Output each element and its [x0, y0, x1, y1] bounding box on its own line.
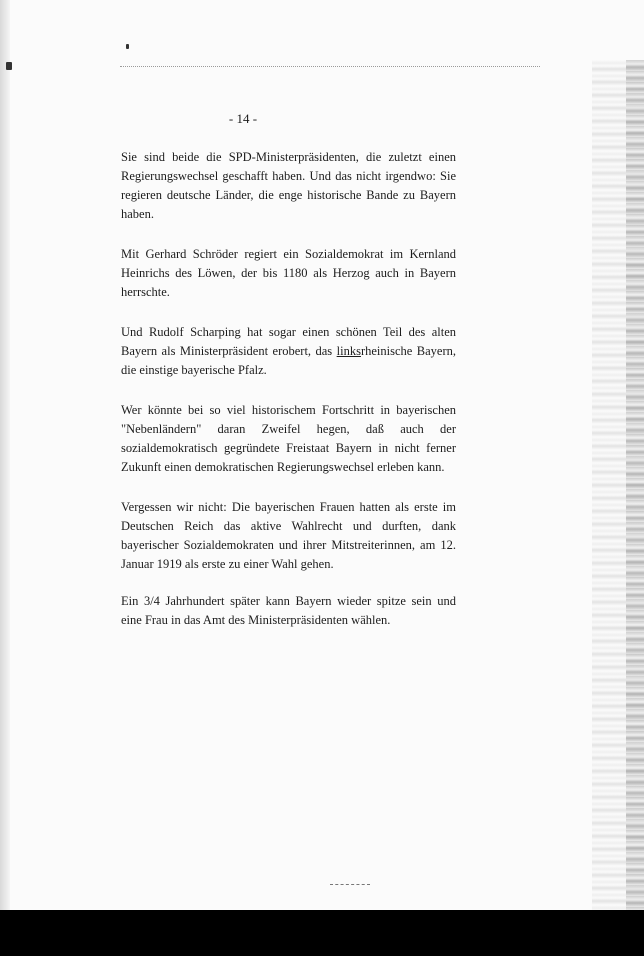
scan-bottom-border	[0, 910, 644, 956]
bottom-scan-artifact	[330, 884, 370, 885]
paragraph-1: Sie sind beide die SPD-Ministerpräsidenten, die zuletzt einen Regierungswechsel geschafft haben. Und das nicht irgendwo: Sie regieren deutsche Länder, die enge historische Bande zu Bayern haben.	[121, 150, 456, 221]
document-body	[121, 148, 456, 648]
paragraph-3-end: rheinische Bayern, die einstige bayerische Pfalz.	[121, 344, 456, 377]
paragraph-6: Ein 3/4 Jahrhundert später kann Bayern wieder spitze sein und eine Frau in das Amt des Ministerpräsidenten wählen.	[121, 594, 456, 627]
scan-edge-right-dark	[626, 60, 644, 910]
paragraph-3-start: Und Rudolf Scharping hat sogar einen schönen Teil des alten Bayern als Ministerpräsident erobert, das	[121, 325, 456, 358]
top-scan-artifact	[120, 66, 540, 69]
paragraph-4: Wer könnte bei so viel historischem Fortschritt in bayerischen "Nebenländern" daran Zweifel hegen, daß auch der sozialdemokratisch gegründete Freistaat Bayern in nicht ferner Zukunft einen demokratischen Regierungswechsel erleben kann.	[121, 403, 456, 474]
scan-speck	[6, 62, 12, 70]
underlined-word: links	[336, 344, 361, 358]
scan-speck	[126, 44, 129, 49]
scan-edge-left	[0, 0, 10, 910]
page-number: - 14 -	[228, 111, 258, 126]
paragraph-5: Vergessen wir nicht: Die bayerischen Frauen hatten als erste im Deutschen Reich das aktive Wahlrecht und durften, dank bayerischer Sozialdemokraten und ihrer Mitstreiterinnen, am 12. Januar 1919 als erste zu einer Wahl gehen.	[121, 500, 456, 571]
paragraph-3	[121, 323, 456, 380]
paragraph-2: Mit Gerhard Schröder regiert ein Sozialdemokrat im Kernland Heinrichs des Löwen, der bis 1180 als Herzog auch in Bayern herrschte.	[121, 247, 456, 299]
